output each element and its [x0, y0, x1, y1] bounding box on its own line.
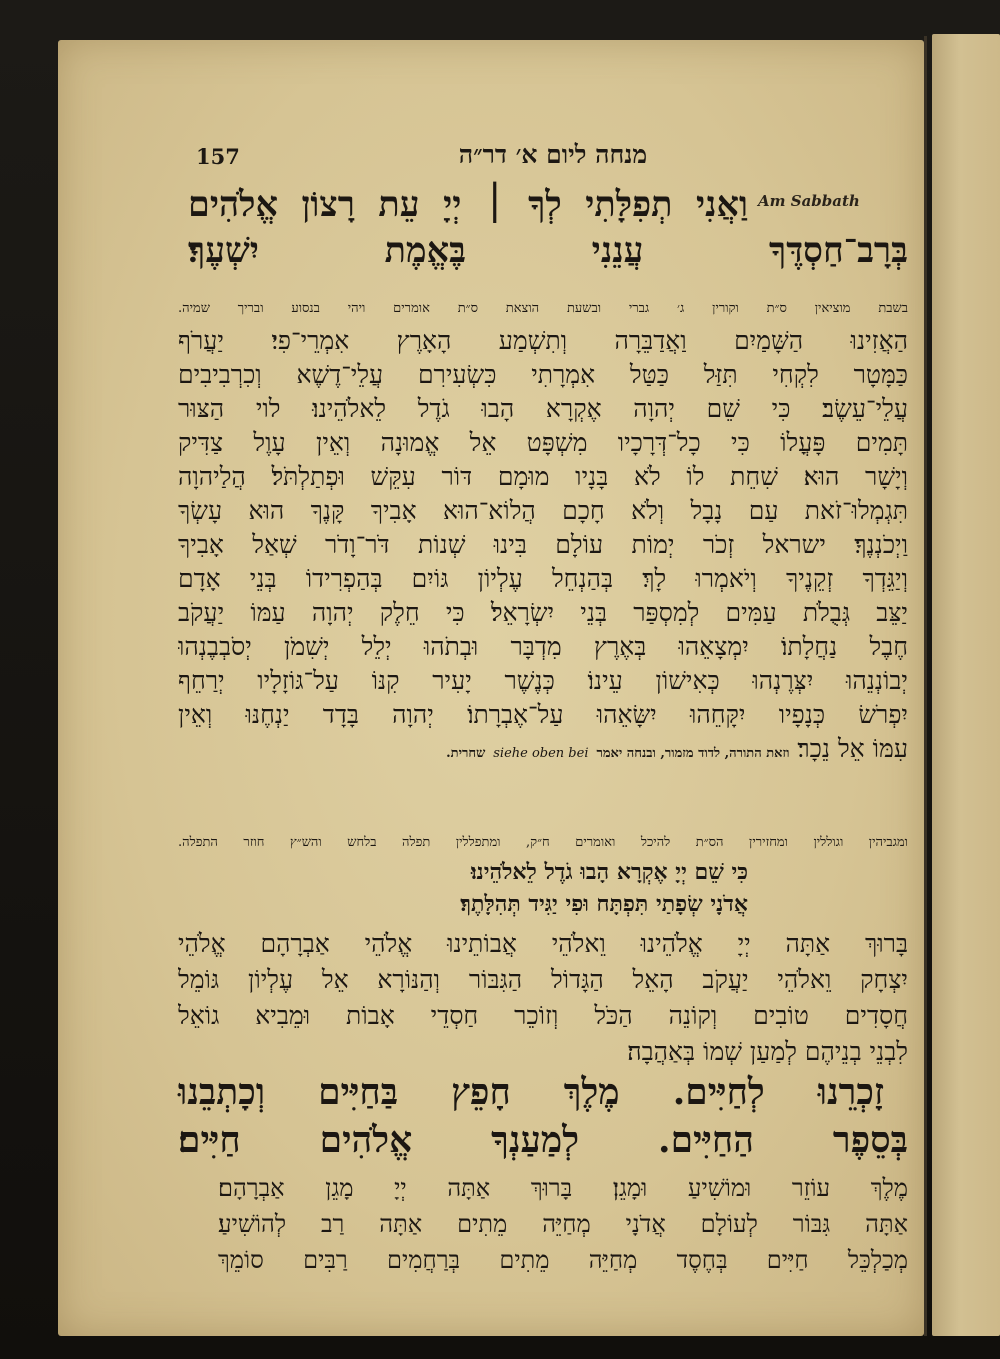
closing-line: מֶלֶךְ עוֹזֵר וּמוֹשִׁיעַ וּמָגֵן׃ בָּרוּךְ אַתָּה יְיָ מָגֵן אַבְרָהָם׃ [218, 1174, 908, 1202]
haazinu-line: תִּגְמְלוּ־זֹאת עַם נָבָל וְלֹא חָכָם הֲלוֹא־הוּא אָבִיךָ קָּנֶךָ הוּא עָשְׂךָ [178, 496, 908, 525]
zochrenu-block [178, 1068, 908, 1164]
page-content [178, 128, 908, 1308]
couplet-block [178, 856, 908, 920]
haazinu-last-text: עִמּוֹ אֵל נֵכָר׃ [797, 734, 908, 763]
opening-line-1: וַאֲנִי תְפִלָּתִי לְךָ ׀ יְיָ עֵת רָצוֹן אֱלֹהִים [188, 184, 748, 225]
amidah-line: בָּרוּךְ אַתָּה יְיָ אֱלֹהֵינוּ וֵאלֹהֵי אֲבוֹתֵינוּ אֱלֹהֵי אַבְרָהָם אֱלֹהֵי [178, 929, 908, 958]
zochrenu-line: בְּסֵפֶר הַחַיִּים. לְמַעַנְךָ אֱלֹהִים חַיִּים׃ [178, 1119, 908, 1161]
haazinu-line: כַּמָּטָר לִקְחִי תִּזַּל כַּטַּל אִמְרָתִי כִּשְׂעִירִם עֲלֵי־דֶשֶׁא וְכִרְבִיבִים [178, 360, 908, 389]
closing-line: אַתָּה גִּבּוֹר לְעוֹלָם אֲדֹנָי מְחַיֵּה מֵתִים אַתָּה רַב לְהוֹשִׁיעַ׃ [218, 1210, 908, 1238]
next-page-edge [932, 34, 1000, 1336]
side-note: Am Sabbath [758, 192, 860, 210]
haazinu-line: הַאֲזִינוּ הַשָּׁמַיִם וַאֲדַבֵּרָה וְתִשְׁמַע הָאָרֶץ אִמְרֵי־פִי׃ יַעֲרֹף [178, 326, 908, 355]
amidah-line: יִצְחָק וֵאלֹהֵי יַעֲקֹב הָאֵל הַגָּדוֹל הַגִּבּוֹר וְהַנּוֹרָא אֵל עֶלְיוֹן גּוֹמֵל [178, 965, 908, 994]
haazinu-line: חֶבֶל נַחֲלָתוֹ׃ יִמְצָאֵהוּ בְּאֶרֶץ מִדְבָּר וּבְתֹהוּ יְלֵל יְשִׁמֹן יְסֹבְבֶנְהוּ [178, 632, 908, 661]
couplet-line: כִּי שֵׁם יְיָ אֶקְרָא הָבוּ גֹדֶל לֵאלֹהֵינוּ׃ [470, 859, 748, 885]
haazinu-line: תָּמִים פָּעֳלוֹ כִּי כָל־דְּרָכָיו מִשְׁפָּט אֵל אֱמוּנָה וְאֵין עָוֶל צַדִּיק [178, 428, 908, 457]
haazinu-line: יְבוֹנְנֵהוּ יִצְּרֶנְהוּ כְּאִישׁוֹן עֵינוֹ׃ כְּנֶשֶׁר יָעִיר קִנּוֹ עַל־גּוֹזָלָיו יְרַחֵף [178, 666, 908, 695]
haazinu-block [178, 324, 908, 766]
haazinu-last-line [178, 732, 908, 766]
running-title: מנחה ליום א׳ דר״ה [458, 140, 648, 169]
haazinu-note-end: שחרית. [446, 746, 486, 761]
instruction-amidah: ומגביהין וגוללין ומחזירין הס״ת להיכל ואומרים ח״ק, ומתפללין תפלה בלחש והש״ץ חוזר התפלה. [178, 835, 908, 850]
amidah-block [178, 926, 908, 1070]
page-number: 157 [196, 144, 240, 169]
zochrenu-line: זָכְרֵנוּ לְחַיִּים. מֶלֶךְ חָפֵץ בַּחַיִּים וְכָתְבֵנוּ [178, 1071, 884, 1113]
instruction-torah: בשבת מוציאין ס״ת וקורין ג׳ גברי ובשעת הוצאת ס״ת אומרים ויהי בנסוע ובריך שמיה. [178, 301, 908, 316]
haazinu-note: וזאת התורה, לדוד מזמור, ובנחה יאמר [596, 746, 790, 761]
haazinu-line: עֲלֵי־עֵשֶׂב׃ כִּי שֵׁם יְהוָה אֶקְרָא הָבוּ גֹדֶל לֵאלֹהֵינוּ׃ לוי הַצּוּר [178, 394, 908, 423]
couplet-line: אֲדֹנָי שְׂפָתַי תִּפְתָּח וּפִי יַגִּיד תְּהִלָּתֶךָ׃ [460, 891, 748, 917]
haazinu-line: יִפְרֹשׂ כְּנָפָיו יִקָּחֵהוּ יִשָּׂאֵהוּ עַל־אֶבְרָתוֹ׃ יְהוָה בָּדָד יַנְחֶנּוּ וְאֵין [178, 700, 908, 729]
amidah-line: חֲסָדִים טוֹבִים וְקוֹנֵה הַכֹּל וְזוֹכֵר חַסְדֵי אָבוֹת וּמֵבִיא גוֹאֵל [178, 1001, 908, 1030]
closing-line: מְכַלְכֵּל חַיִּים בְּחֶסֶד מְחַיֵּה מֵתִים בְּרַחֲמִים רַבִּים סוֹמֵךְ [218, 1246, 908, 1274]
book-page [58, 40, 924, 1336]
opening-line-2: בְּרָב־חַסְדֶּךָ עֲנֵנִי בֶּאֱמֶת יִשְׁעֶךָ׃ [188, 230, 908, 271]
closing-block [218, 1170, 908, 1278]
page-edge [924, 36, 927, 1336]
amidah-line: לִבְנֵי בְנֵיהֶם לְמַעַן שְׁמוֹ בְּאַהֲבָה׃ [627, 1037, 908, 1066]
haazinu-line: וְיַגֵּדְךָ זְקֵנֶיךָ וְיֹאמְרוּ לָךְ׃ בְּהַנְחֵל עֶלְיוֹן גּוֹיִם בְּהַפְרִידוֹ בְּנֵי אָדָם [178, 564, 908, 593]
haazinu-note-german: siehe oben bei [493, 746, 589, 761]
haazinu-line: וַיְכֹנְנֶךָ׃ ישראל זְכֹר יְמוֹת עוֹלָם בִּינוּ שְׁנוֹת דֹּר־וָדֹר שְׁאַל אָבִיךָ [178, 530, 908, 559]
haazinu-line: וְיָשָׁר הוּא׃ שִׁחֵת לוֹ לֹא בָּנָיו מוּמָם דּוֹר עִקֵּשׁ וּפְתַלְתֹּל׃ הֲלַיהוָה [178, 462, 908, 491]
haazinu-line: יַצֵּב גְּבֻלֹת עַמִּים לְמִסְפַּר בְּנֵי יִשְׂרָאֵל׃ כִּי חֵלֶק יְהוָה עַמּוֹ יַעֲקֹב [178, 598, 908, 627]
